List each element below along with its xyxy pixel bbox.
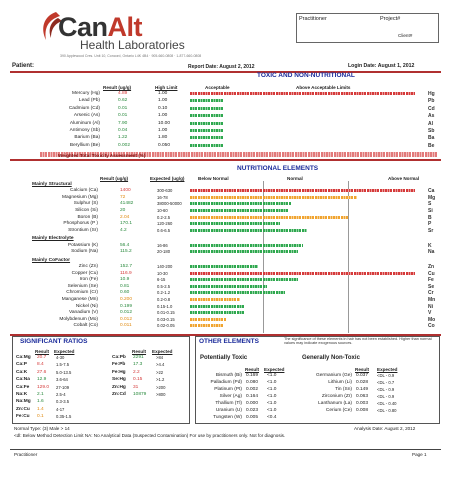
toxic-symbol: Al: [428, 120, 433, 127]
toxic-result: 7.90: [118, 120, 128, 126]
ratio-expected: >200: [156, 384, 166, 390]
nutr-bar: [190, 229, 307, 232]
toxic-bar: [190, 136, 224, 139]
nutr-element-name: Strontium (Sr): [68, 227, 98, 233]
nutr-symbol: Fe: [428, 277, 434, 284]
nutr-element-name: Sodium (Na): [71, 249, 98, 255]
other-nontoxic-name: Cerium (Ce): [325, 408, 352, 413]
nutr-expected: 0.02-0.05: [157, 323, 175, 329]
ratio-name: Ca:K: [16, 369, 28, 375]
nutr-symbol: Ni: [428, 303, 433, 310]
toxic-symbol: Sb: [428, 128, 435, 134]
other-toxic-name: Bismuth (Bi): [215, 373, 242, 378]
nutr-symbol: Mn: [428, 297, 436, 303]
ratio-result: 129.0: [37, 384, 50, 390]
toxic-col-above: Above Acceptable Limits: [296, 85, 351, 90]
nutr-element-name: Selenium (Se): [67, 283, 98, 289]
nutr-expected: 0.01-0.15: [157, 310, 175, 316]
nutr-element-name: Nickel (Ni): [75, 303, 98, 309]
nutr-bar: [190, 305, 244, 308]
patient-label: Patient:: [12, 63, 35, 69]
toxic-limit: 0.050: [158, 142, 171, 148]
nutr-expected: 6-15: [157, 277, 166, 283]
other-toxic-name: Palladium (Pd): [210, 380, 242, 385]
other-elements-title: OTHER ELEMENTS: [199, 338, 259, 345]
nutr-expected: 20-180: [157, 249, 171, 255]
toxic-limit: 1.00: [158, 113, 168, 119]
toxic-element-name: Aluminum (Al): [69, 120, 100, 126]
toxic-limit: 0.10: [158, 105, 168, 111]
ratio-name: Se:Hg: [112, 377, 126, 383]
ratio-result: 2.1: [37, 392, 44, 397]
nutr-element-name: Cobalt (Co): [73, 323, 98, 329]
toxic-element-name: Lead (Pb): [78, 98, 100, 104]
nutr-bar: [190, 285, 267, 288]
ratio-expected: >22: [156, 369, 164, 375]
toxic-col-result: Result (ug/g): [103, 85, 132, 90]
nutr-symbol: Mo: [428, 316, 436, 323]
other-toxic-name: Platinum (Pt): [214, 387, 242, 392]
nutr-group-label: Mainly CoFactor: [32, 257, 71, 263]
nutr-bar: [190, 216, 348, 219]
nutr-element-name: Sulphur (S): [73, 201, 98, 207]
logo-address: 390 Applewood Cres. Unit 10, Concord, Ontario L4K 4B4 · 905-660-0808 · 1-877-660-0808: [60, 54, 202, 58]
toxic-element-name: Antimony (Sb): [69, 128, 100, 133]
ratio-result: 2291: [133, 355, 144, 360]
ratio-result: 10879: [133, 392, 147, 397]
nutr-result: 72: [120, 194, 126, 200]
other-nontoxic-result: 0.037: [356, 373, 369, 378]
nutr-bar: [190, 272, 415, 275]
ratio-expected: 1.5-7.5: [56, 362, 70, 368]
nutr-element-name: Zinc (Zn): [78, 264, 98, 269]
ratio-result: 2.2: [133, 369, 140, 375]
toxic-result: 0.002: [118, 142, 131, 148]
nutr-element-name: Iron (Fe): [79, 277, 98, 283]
other-toxic-expected: <0.4: [267, 415, 277, 420]
toxic-bar: [190, 99, 224, 102]
other-toxic-result: 0.005: [246, 415, 259, 420]
header-divider: [10, 71, 441, 73]
nutr-result: 0.199: [120, 303, 133, 309]
other-nontoxic-name: Germanium (Ge): [316, 373, 352, 378]
ratio-expected: 27-109: [56, 384, 70, 390]
ratio-result: 20.7: [37, 355, 47, 360]
nutr-result: 0.81: [120, 283, 130, 289]
ratio-result: 8.4: [37, 362, 44, 368]
nutr-bar: [190, 324, 224, 327]
toxic-symbol: As: [428, 113, 435, 120]
ratio-expected: 5.0-13.5: [56, 369, 72, 375]
other-toxic-result: 0.080: [246, 380, 259, 385]
toxic-bar: [190, 92, 415, 95]
ratio-result: 0.15: [133, 377, 143, 383]
other-toxic-expected: <1.0: [267, 394, 277, 399]
page-number: Page 1: [412, 452, 427, 457]
nutr-col-normal: Normal: [287, 176, 303, 181]
ratio-name: Ca:Fe: [16, 384, 30, 390]
nutr-expected: 16-86: [157, 242, 168, 248]
nutr-element-name: Potassium (K): [67, 242, 98, 248]
nutr-symbol: S: [428, 201, 432, 208]
ratio-name: Fe:Cu: [16, 414, 30, 420]
nutr-symbol: B: [428, 214, 432, 221]
other-nontoxic-result: 0.063: [356, 394, 369, 399]
nutr-result: 41482: [120, 201, 134, 207]
toxic-limit: 1.00: [158, 98, 168, 104]
nutr-result: 152.7: [120, 264, 133, 269]
nutr-bar: [190, 202, 291, 205]
ratio-result: 1.6: [37, 399, 44, 405]
practitioner-label: Practitioner: [299, 16, 327, 22]
nutr-bar: [190, 278, 298, 281]
other-toxic-result: 0.000: [246, 401, 259, 406]
report-date: Report Date: August 2, 2012: [188, 64, 255, 70]
nutr-result: 170.1: [120, 221, 133, 227]
nutr-bar: [190, 298, 240, 301]
nutr-group-label: Mainly Electrolyte: [32, 236, 74, 242]
other-nontoxic-expected: <DL - 0.9: [377, 387, 395, 392]
ratio-expected: 0.35-1.5: [56, 414, 72, 420]
nutr-col-below: Below Normal: [198, 176, 229, 181]
ratio-expected: >1.2: [156, 377, 165, 383]
nutr-symbol: P: [428, 221, 432, 228]
toxic-result: 0.01: [118, 113, 128, 119]
other-nontoxic-result: 0.028: [356, 380, 369, 385]
other-toxic-expected: <1.0: [267, 380, 277, 385]
ratio-expected: 4-30: [56, 355, 65, 360]
nutr-expected: 0.2-2.5: [157, 214, 171, 220]
nutr-expected: 0.2-0.8: [157, 297, 171, 302]
ratio-name: Na:K: [16, 392, 28, 397]
toxic-symbol: Be: [428, 142, 435, 149]
other-toxic-result: 0.169: [246, 373, 259, 378]
ratio-expected: 2.5-4: [56, 392, 66, 397]
other-nontoxic-expected: <DL - 0.7: [377, 380, 395, 385]
nutr-bar: [190, 189, 415, 192]
nutr-expected: 10-60: [157, 208, 168, 213]
toxic-bar: [190, 129, 224, 132]
project-label: Project#: [380, 16, 401, 22]
nutr-bar: [190, 265, 258, 268]
ratio-name: Ca:Mg: [16, 355, 31, 360]
toxic-result: 0.62: [118, 98, 128, 104]
nutr-expected: 38000-50000: [157, 201, 182, 207]
other-elements-note: The significance of these elements in hair has not been established. Higher than normal values may indicate exogenous sources.: [284, 337, 432, 346]
nutr-bar: [190, 311, 244, 314]
ratio-name: Zn:Cd: [112, 392, 126, 397]
footer-legend: <dl: Below Method Detection Limit NA: No Analytical Data (Suspected Contamination) For use by practitioners only. Not for diagnosis.: [14, 433, 286, 438]
nutr-result: 0.011: [120, 323, 132, 329]
nutr-expected: 300-630: [157, 188, 173, 194]
nutr-expected: 0.2-1.2: [157, 290, 171, 296]
nutr-expected: 0.5-2.5: [157, 283, 171, 289]
ratio-result: 12.9: [37, 377, 47, 383]
ratio-name: Na:Mg: [16, 399, 31, 405]
toxic-col-high: High Limit: [155, 85, 178, 90]
toxic-bar: [190, 107, 224, 110]
other-toxic-expected: <1.0: [267, 387, 277, 392]
toxic-limit: 1.80: [158, 135, 168, 141]
nutr-symbol: Co: [428, 323, 435, 330]
toxic-symbol: Hg: [428, 91, 435, 97]
nontoxic-col-result: Result: [355, 367, 370, 372]
logo-subtitle: Health Laboratories: [80, 38, 185, 52]
ratio-name: Fe:Pb: [112, 362, 126, 368]
nutr-result: 1400: [120, 188, 131, 194]
nutr-symbol: Na: [428, 249, 435, 256]
other-toxic-name: Silver (Ag): [219, 394, 242, 399]
other-toxic-name: Tungsten (W): [213, 415, 242, 420]
other-nontoxic-expected: <DL - 0.9: [377, 373, 395, 378]
ratio-expected: >84: [156, 355, 164, 360]
other-toxic-result: 0.164: [246, 394, 259, 399]
non-toxic-title: Generally Non-Toxic: [302, 355, 360, 361]
ratio-expected: >4.4: [156, 362, 165, 368]
nutr-symbol: Se: [428, 283, 435, 290]
toxic-element-name: Mercury (Hg): [72, 91, 100, 96]
nutr-symbol: Mg: [428, 194, 436, 201]
other-toxic-name: Thallium (Tl): [215, 401, 242, 406]
nutr-result: 115.2: [120, 249, 132, 255]
toxic-result: 4.89: [118, 91, 128, 96]
nutr-element-name: Copper (Cu): [71, 270, 98, 276]
nutr-symbol: Si: [428, 208, 433, 214]
nutr-symbol: Ca: [428, 188, 435, 195]
toxic-result: 1.22: [118, 135, 128, 141]
nutr-bar: [190, 250, 298, 253]
nutr-element-name: Phosphorus (P ): [63, 221, 98, 227]
nutr-element-name: Boron (B): [77, 214, 98, 220]
toxic-element-name: Barium (Ba): [74, 135, 100, 141]
toxic-element-name: Cadmium (Cd): [68, 105, 100, 111]
ratio-expected: 0.3-3.5: [56, 399, 70, 405]
ratio-name: Zn:Hg: [112, 384, 126, 390]
footer-practitioner: Practitioner: [14, 452, 38, 457]
footer-divider: [10, 449, 441, 450]
ratio-result: 1.4: [37, 406, 44, 412]
nutr-col-expected: Expected (ug/g): [150, 176, 185, 181]
nutr-symbol: K: [428, 242, 432, 249]
nutr-result: 0.012: [120, 310, 133, 316]
toxic-limit: 1.00: [158, 91, 168, 96]
toxic-element-name: Arsenic (As): [73, 113, 100, 119]
nutr-element-name: Calcium (Ca): [70, 188, 98, 194]
other-nontoxic-expected: <DL - 0.9: [377, 394, 395, 399]
ratio-expected: 3.6-64: [56, 377, 68, 383]
client-label: Client#: [398, 33, 413, 38]
nutr-bar: [190, 222, 280, 225]
toxic-symbol: Pb: [428, 98, 435, 105]
other-toxic-result: 0.023: [246, 408, 259, 413]
nutr-result: 116.9: [120, 270, 132, 276]
nutr-element-name: Manganese (Mn): [61, 297, 98, 302]
other-toxic-expected: <1.0: [267, 401, 277, 406]
nutr-bar: [190, 209, 289, 212]
nutr-result: 56.4: [120, 242, 130, 248]
nutr-result: 0.012: [120, 316, 133, 322]
other-nontoxic-result: 0.149: [356, 387, 369, 392]
nutr-group-label: Mainly Structural: [32, 182, 72, 187]
toxic-element-name: Beryllium (Be): [69, 142, 100, 148]
ratio-name: Ca:P: [16, 362, 27, 368]
nutr-result: 0.200: [120, 297, 133, 302]
nutr-element-name: Molybdenum (Mo): [59, 316, 98, 322]
nutr-expected: 0.03-0.15: [157, 316, 175, 322]
normal-type: Normal Type: (3) Male > 14: [14, 426, 70, 431]
nutr-result: 10.9: [120, 277, 130, 283]
other-toxic-name: Uranium (U): [215, 408, 242, 413]
nutritional-section-title: NUTRITIONAL ELEMENTS: [237, 165, 319, 172]
login-date: Login Date: August 1, 2012: [348, 63, 415, 69]
toxic-limit: 10.00: [158, 120, 171, 126]
ratio-expected: 4-17: [56, 406, 65, 412]
ratio-result: 0.1: [37, 414, 44, 420]
analysis-date: Analysis Date: August 2, 2012: [354, 426, 416, 431]
toxic-divider: [10, 159, 441, 161]
other-nontoxic-result: 0.008: [356, 408, 369, 413]
toxic-col-result2: Result: [245, 367, 260, 372]
toxic-col-acceptable: Acceptable: [205, 85, 230, 90]
ratio-result: 27.6: [37, 369, 47, 375]
nutr-bar: [190, 196, 357, 199]
ratio-result: 17.3: [133, 362, 143, 368]
nutr-element-name: Chromium (Cr): [66, 290, 98, 296]
logo-wordmark: CanAlt: [58, 12, 143, 42]
nutr-element-name: Magnesium (Mg): [62, 194, 98, 200]
nutr-expected: 0.15-1.0: [157, 303, 173, 309]
ratio-name: Ca:Pb: [112, 355, 126, 360]
toxic-section-title: TOXIC AND NON-NUTRITIONAL: [257, 72, 355, 79]
other-toxic-expected: <1.0: [267, 408, 277, 413]
nutr-bar: [190, 291, 285, 294]
other-nontoxic-expected: <DL - 0.40: [377, 401, 397, 406]
toxic-symbol: Ba: [428, 135, 435, 142]
toxic-symbol: Cd: [428, 105, 435, 112]
nutr-expected: 10-30: [157, 270, 168, 276]
nutr-expected: 140-200: [157, 264, 173, 269]
other-nontoxic-name: Lanthanum (La): [318, 401, 352, 406]
ratios-col-expected-left: Expected: [54, 349, 75, 354]
other-toxic-result: 0.002: [246, 387, 259, 392]
nontoxic-col-expected: Expected: [377, 367, 398, 372]
toxic-bar: [190, 122, 224, 125]
ratios-col-expected-right: Expected: [152, 349, 173, 354]
toxic-result: 0.01: [118, 105, 128, 111]
other-toxic-expected: <1.0: [267, 373, 277, 378]
nutr-result: 2.04: [120, 214, 130, 220]
ratios-title: SIGNIFICANT RATIOS: [20, 338, 88, 345]
ratio-expected: >800: [156, 392, 166, 397]
other-nontoxic-name: Zirconium (Zr): [321, 394, 352, 399]
other-nontoxic-name: Lithium (Li): [328, 380, 352, 385]
ratio-name: Fe:Hg: [112, 369, 126, 375]
toxic-bar: [190, 114, 224, 117]
nutr-result: 0.60: [120, 290, 130, 296]
toxic-limit: 1.00: [158, 128, 168, 133]
nutr-expected: 0.6-6.5: [157, 227, 171, 233]
toxic-bar: [190, 144, 224, 147]
nutr-symbol: Cu: [428, 270, 435, 277]
nutr-col-above: Above Normal: [388, 176, 420, 181]
nutr-symbol: Sr: [428, 227, 434, 234]
nutr-expected: 16-78: [157, 194, 168, 200]
nutr-symbol: V: [428, 310, 432, 317]
nutr-symbol: Zn: [428, 264, 435, 270]
other-nontoxic-expected: <DL - 0.80: [377, 408, 397, 413]
nutr-element-name: Silicon (Si): [75, 208, 98, 213]
ratios-col-result-right: Result: [132, 349, 147, 354]
ratio-result: 31: [133, 384, 139, 390]
ratio-name: Ca:Na: [16, 377, 30, 383]
nutr-col-result: Result (ug/g): [100, 176, 129, 181]
nutr-bar: [190, 318, 226, 321]
normal-high-line: [348, 181, 349, 333]
nutr-bar: [190, 244, 303, 247]
potentially-toxic-title: Potentially Toxic: [200, 355, 248, 361]
nutr-element-name: Vanadium (V): [69, 310, 98, 316]
nutr-result: 20: [120, 208, 126, 213]
nutr-result: 4.2: [120, 227, 127, 233]
toxic-result: 0.04: [118, 128, 128, 133]
weighted-toxicity-label: Weighted Total Toxicity Assessment (%): [58, 153, 146, 158]
other-nontoxic-result: 0.003: [356, 401, 369, 406]
nutr-expected: 120-260: [157, 221, 173, 227]
toxic-col-expected2: Expected: [264, 367, 285, 372]
nutr-symbol: Cr: [428, 290, 434, 297]
ratio-name: Zn:Cu: [16, 406, 30, 412]
other-nontoxic-name: Tin (Sn): [335, 387, 352, 392]
ratios-col-result-left: Result: [35, 349, 50, 354]
